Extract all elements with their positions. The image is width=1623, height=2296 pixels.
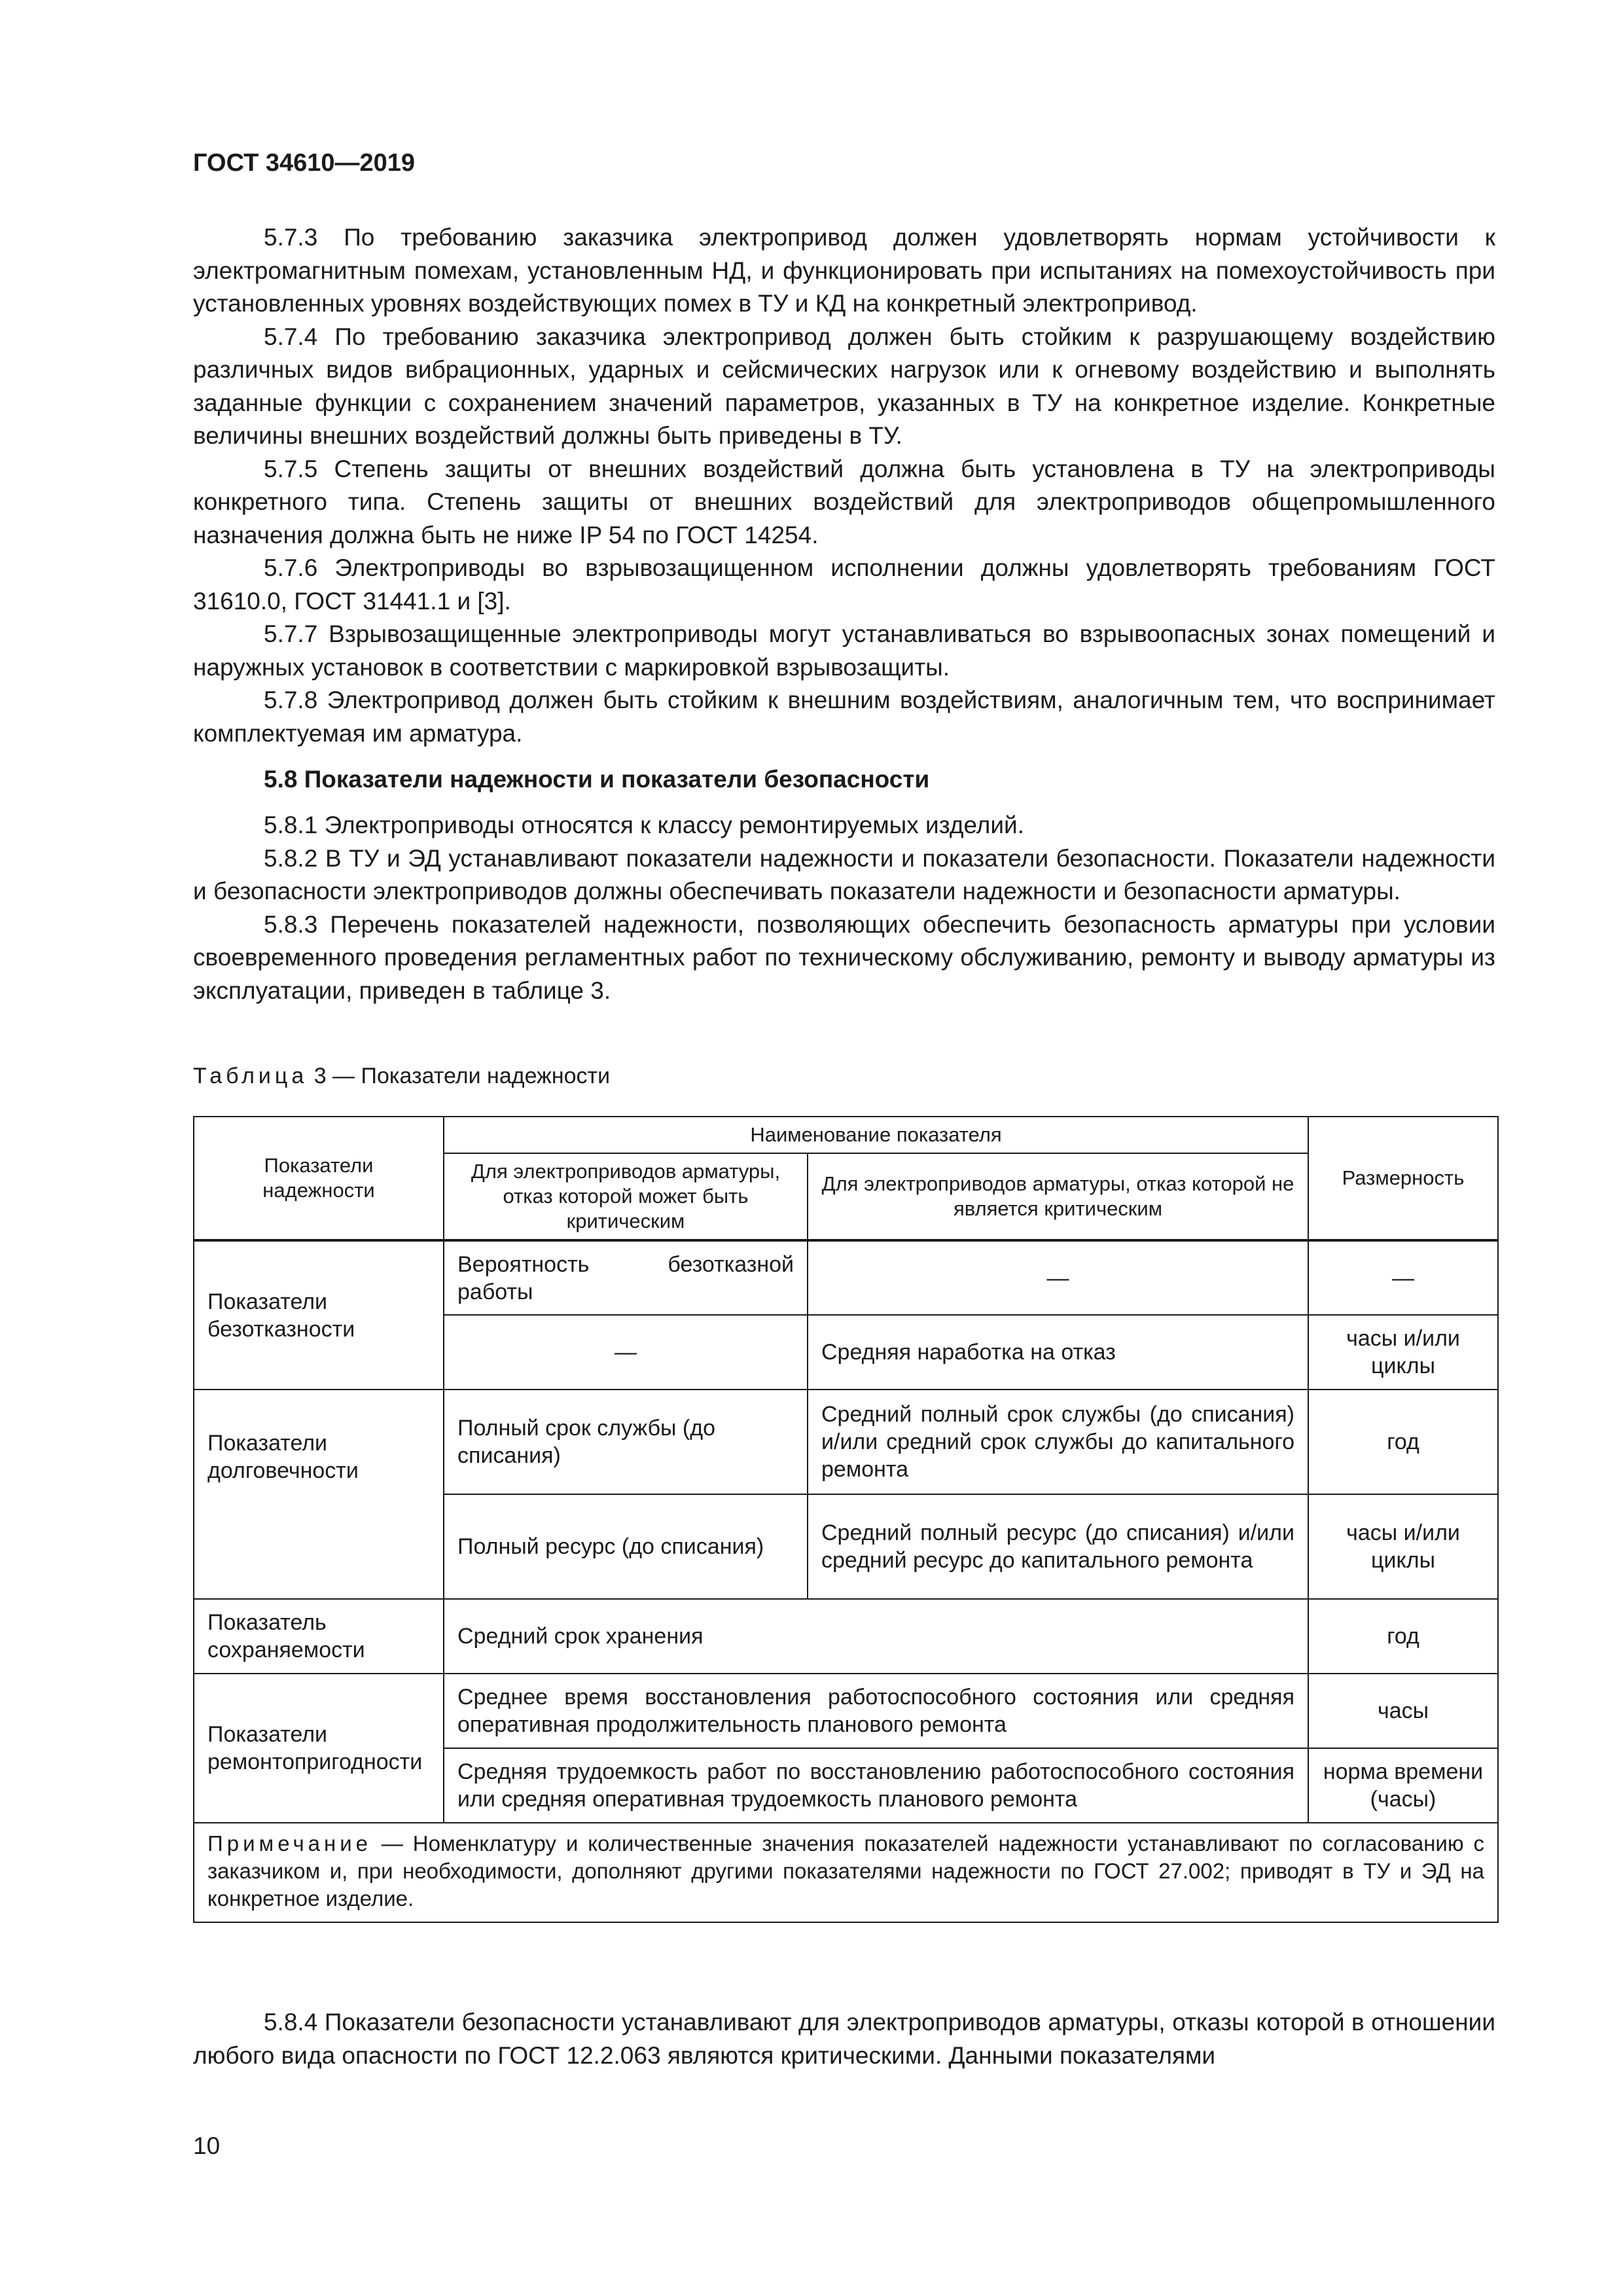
group-label-durability: Показатели долговечности [194, 1390, 444, 1599]
group-label-storability: Показатель сохраняемости [194, 1599, 444, 1674]
page-number: 10 [193, 2132, 221, 2159]
paragraph-5-7-7: 5.7.7 Взрывозащищенные электроприводы могут устанавливаться во взрывоопасных зонах помещений и наружных установок в соответствии с маркировкой взрывозащиты. [193, 620, 1495, 681]
header-reliability-indicators: Показатели надежности [194, 1117, 444, 1240]
continuation-text [193, 2006, 1495, 2072]
note-text: — Номенклатуру и количественные значения показателей надежности устанавливают по согласованию с заказчиком и, при необходимости, дополняют другими показателями надежности по ГОСТ 27.002; приводят в ТУ и ЭД на конкретное изделие. [207, 1831, 1485, 1910]
section-heading-5-8: 5.8 Показатели надежности и показатели безопасности [264, 766, 930, 793]
main-text [193, 221, 1495, 1007]
table-cell: — [1308, 1240, 1498, 1315]
table-caption-title: 3 — Показатели надежности [308, 1064, 611, 1088]
document-header: ГОСТ 34610—2019 [193, 149, 416, 177]
table-caption [193, 1064, 610, 1089]
table-cell: год [1308, 1599, 1498, 1674]
table-cell: — [808, 1240, 1308, 1315]
paragraph-5-7-4: 5.7.4 По требованию заказчика электропривод должен быть стойким к разрушающему воздействию различных видов вибрационных, ударных и сейсмических нагрузок или к огневому воздействию и выполнять заданные функции с сохранением значений параметров, указанных в ТУ на конкретное изделие. Конкретные величины внешних воздействий должны быть приведены в ТУ. [193, 323, 1495, 449]
header-noncritical-failure: Для электроприводов арматуры, отказ которой не является критическим [808, 1153, 1308, 1240]
table-cell: год [1308, 1390, 1498, 1494]
header-dimension: Размерность [1308, 1117, 1498, 1240]
table-cell: Средний полный срок службы (до списания) и/или средний срок службы до капитального ремонта [808, 1390, 1308, 1494]
paragraph-5-8-4: 5.8.4 Показатели безопасности устанавливают для электроприводов арматуры, отказы которой в отношении любого вида опасности по ГОСТ 12.2.063 являются критическими. Данными показателями [193, 2009, 1495, 2069]
reliability-table [193, 1116, 1499, 1923]
header-indicator-name: Наименование показателя [444, 1117, 1308, 1153]
header-critical-failure: Для электроприводов арматуры, отказ которой может быть критическим [444, 1153, 808, 1240]
table-cell: Средний полный ресурс (до списания) и/или средний ресурс до капитального ремонта [808, 1494, 1308, 1599]
paragraph-5-8-1: 5.8.1 Электроприводы относятся к классу ремонтируемых изделий. [264, 812, 1024, 838]
table-note [194, 1823, 1498, 1922]
table-cell: Средний срок хранения [444, 1599, 1308, 1674]
paragraph-5-7-6: 5.7.6 Электроприводы во взрывозащищенном исполнении должны удовлетворять требованиям ГОСТ 31610.0, ГОСТ 31441.1 и [3]. [193, 554, 1495, 615]
table-cell: часы и/или циклы [1308, 1494, 1498, 1599]
paragraph-5-7-8: 5.7.8 Электропривод должен быть стойким к внешним воздействиям, аналогичным тем, что воспринимает комплектуемая им арматура. [193, 687, 1495, 747]
table-cell: Полный ресурс (до списания) [444, 1494, 808, 1599]
table-cell: Вероятность безотказной работы [444, 1240, 808, 1315]
paragraph-5-7-3: 5.7.3 По требованию заказчика электропривод должен удовлетворять нормам устойчивости к электромагнитным помехам, установленным НД, и функционировать при испытаниях на помехоустойчивость при установленных уровнях воздействующих помех в ТУ и КД на конкретный электропривод. [193, 224, 1495, 317]
table-caption-word: Таблица [193, 1064, 308, 1088]
paragraph-5-8-3: 5.8.3 Перечень показателей надежности, позволяющих обеспечить безопасность арматуры при условии своевременного проведения регламентных работ по техническому обслуживанию, ремонту и выводу арматуры из эксплуатации, приведен в таблице 3. [193, 910, 1495, 1004]
table-cell: — [444, 1315, 808, 1390]
table-cell: часы [1308, 1674, 1498, 1748]
paragraph-5-7-5: 5.7.5 Степень защиты от внешних воздействий должна быть установлена в ТУ на электроприводы конкретного типа. Степень защиты от внешних воздействий для электроприводов общепромышленного назначения должна быть не ниже IP 54 по ГОСТ 14254. [193, 455, 1495, 548]
table-cell: Среднее время восстановления работоспособного состояния или средняя оперативная продолжительность планового ремонта [444, 1674, 1308, 1748]
table-cell: часы и/или циклы [1308, 1315, 1498, 1390]
paragraph-5-8-2: 5.8.2 В ТУ и ЭД устанавливают показатели надежности и показатели безопасности. Показатели надежности и безопасности электроприводов должны обеспечивать показатели надежности и безопасности арматуры. [193, 844, 1495, 905]
table-cell: Полный срок службы (до списания) [444, 1390, 808, 1494]
group-label-reliability: Показатели безотказности [194, 1240, 444, 1390]
table-cell: норма времени (часы) [1308, 1748, 1498, 1823]
table-cell: Средняя наработка на отказ [808, 1315, 1308, 1390]
note-word: Примечание [207, 1831, 372, 1856]
group-label-maintainability: Показатели ремонтопригодности [194, 1674, 444, 1823]
table-cell: Средняя трудоемкость работ по восстановлению работоспособного состояния или средняя оперативная трудоемкость планового ремонта [444, 1748, 1308, 1823]
